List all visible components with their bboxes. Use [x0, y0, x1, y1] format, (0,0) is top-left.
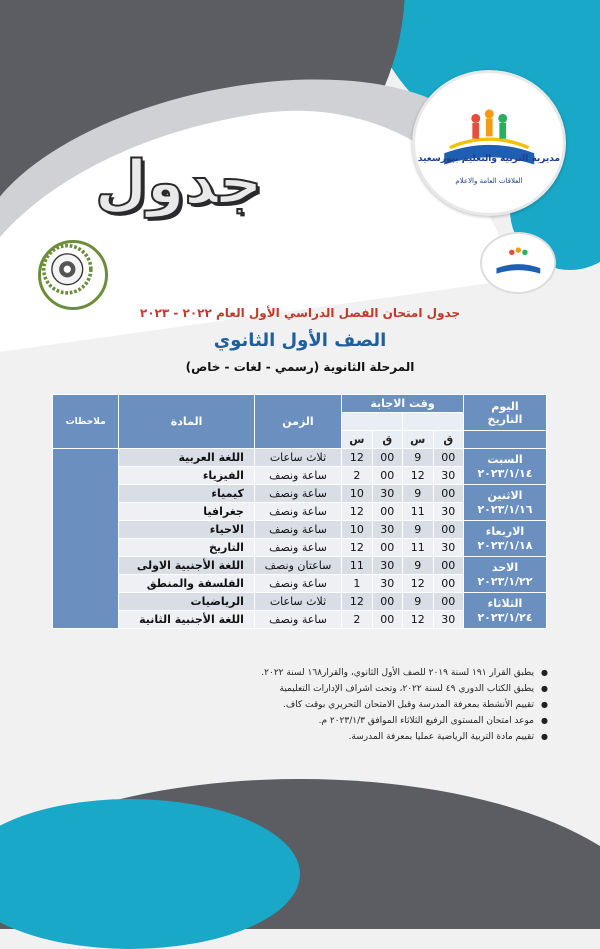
- header-from: [403, 413, 464, 431]
- subject-cell: جغرافيا: [119, 503, 255, 521]
- duration-cell: ساعة ونصف: [254, 503, 341, 521]
- from-hour: 9: [403, 557, 433, 575]
- book-people-icon: [491, 242, 546, 278]
- to-minute: 00: [372, 503, 402, 521]
- logo-text: مديرية التربية والتعليم ببورسعيد: [417, 154, 561, 165]
- from-hour: 9: [403, 593, 433, 611]
- directorate-logo: [412, 70, 566, 216]
- seal-emblem-icon: [41, 243, 99, 301]
- to-minute: 00: [372, 449, 402, 467]
- to-hour: 12: [342, 593, 372, 611]
- header-duration: الزمن: [254, 395, 341, 449]
- day-cell: السبت ٢٠٢٣/١/١٤: [463, 449, 546, 485]
- to-minute: 30: [372, 521, 402, 539]
- table-row: [53, 557, 547, 575]
- from-hour: 11: [403, 539, 433, 557]
- to-hour: 1: [342, 575, 372, 593]
- from-minute: 00: [433, 449, 463, 467]
- from-minute: 00: [433, 575, 463, 593]
- table-row: [53, 485, 547, 503]
- from-hour: 9: [403, 449, 433, 467]
- from-hour: 12: [403, 575, 433, 593]
- duration-cell: ثلاث ساعات: [254, 593, 341, 611]
- subject-cell: الفلسفة والمنطق: [119, 575, 255, 593]
- duration-cell: ساعة ونصف: [254, 575, 341, 593]
- header-to: [342, 413, 403, 431]
- stage-subtitle: المرحلة الثانوية (رسمي - لغات - خاص): [185, 360, 415, 374]
- from-minute: 30: [433, 467, 463, 485]
- list-item: ● تقييم الأنشطة بمعرفة المدرسة وقبل الامتحان التحريري بوقت كاف.: [58, 699, 548, 711]
- from-minute: 00: [433, 557, 463, 575]
- to-minute: 00: [372, 611, 402, 629]
- day-cell: الثلاثاء ٢٠٢٣/١/٢٤: [463, 593, 546, 629]
- day-cell: الاحد ٢٠٢٣/١/٢٢: [463, 557, 546, 593]
- header-spacer: [463, 431, 546, 449]
- subject-cell: اللغة الأجنبية الاولى: [119, 557, 255, 575]
- directorate-logo-small: [480, 232, 556, 294]
- header-answer-time: وقت الاجابة: [342, 395, 464, 413]
- to-hour: 11: [342, 557, 372, 575]
- from-hour: 11: [403, 503, 433, 521]
- list-item: ● موعد امتحان المستوى الرفيع الثلاثاء الموافق ٢٠٢٣/١/٣ م.: [58, 715, 548, 727]
- to-hour: 2: [342, 467, 372, 485]
- duration-cell: ساعة ونصف: [254, 467, 341, 485]
- to-hour: 12: [342, 503, 372, 521]
- from-minute: 30: [433, 539, 463, 557]
- logo-subtext: العلاقات العامة والاعلام: [455, 176, 523, 185]
- exam-schedule-table: [52, 394, 547, 629]
- to-hour: 10: [342, 485, 372, 503]
- header-minute: ق: [433, 431, 463, 449]
- table-row: [53, 449, 547, 467]
- list-item: ● يطبق الكتاب الدوري ٤٩ لسنة ٢٠٢٢، وتحت اشراف الإدارات التعليمية: [58, 683, 548, 695]
- subject-cell: كيمياء: [119, 485, 255, 503]
- header-hour: س: [403, 431, 433, 449]
- duration-cell: ساعتان ونصف: [254, 557, 341, 575]
- subject-cell: اللغة الأجنبية الثانية: [119, 611, 255, 629]
- header-hour: س: [342, 431, 372, 449]
- subject-cell: الرياضيات: [119, 593, 255, 611]
- table-row: [53, 521, 547, 539]
- grade-title: الصف الأول الثانوي: [213, 330, 387, 351]
- from-hour: 12: [403, 467, 433, 485]
- from-minute: 00: [433, 593, 463, 611]
- to-minute: 00: [372, 539, 402, 557]
- header-subject: المادة: [119, 395, 255, 449]
- list-item: ● تقييم مادة التربية الرياضية عمليا بمعرفة المدرسة.: [58, 731, 548, 743]
- notes-column: [53, 449, 119, 629]
- header-minute: ق: [372, 431, 402, 449]
- duration-cell: ساعة ونصف: [254, 611, 341, 629]
- duration-cell: ساعة ونصف: [254, 485, 341, 503]
- exam-schedule-title: جدول امتحان الفصل الدراسي الأول العام ٢٠٢٢ - ٢٠٢٣: [139, 306, 461, 320]
- table-row: [53, 593, 547, 611]
- to-hour: 2: [342, 611, 372, 629]
- list-item: ● يطبق القرار ١٩١ لسنة ٢٠١٩ للصف الأول الثانوي، والقرار١٦٨ لسنة ٢٠٢٢.: [58, 667, 548, 679]
- from-hour: 9: [403, 485, 433, 503]
- ministry-seal: [38, 240, 108, 310]
- from-minute: 00: [433, 485, 463, 503]
- subject-cell: الاحياء: [119, 521, 255, 539]
- subject-cell: التاريخ: [119, 539, 255, 557]
- subject-cell: اللغة العربية: [119, 449, 255, 467]
- from-minute: 00: [433, 521, 463, 539]
- from-hour: 12: [403, 611, 433, 629]
- day-cell: الاربعاء ٢٠٢٣/١/١٨: [463, 521, 546, 557]
- to-minute: 00: [372, 593, 402, 611]
- to-minute: 30: [372, 485, 402, 503]
- from-minute: 30: [433, 503, 463, 521]
- book-people-icon: [433, 93, 545, 180]
- to-hour: 12: [342, 539, 372, 557]
- to-minute: 30: [372, 575, 402, 593]
- header-day-date: اليوم التاريخ: [463, 395, 546, 431]
- day-cell: الاثنين ٢٠٢٣/١/١٦: [463, 485, 546, 521]
- page-title: جدول: [95, 148, 263, 218]
- duration-cell: ساعة ونصف: [254, 521, 341, 539]
- subject-cell: الفيزياء: [119, 467, 255, 485]
- from-minute: 30: [433, 611, 463, 629]
- notes-list: [58, 667, 548, 747]
- to-hour: 10: [342, 521, 372, 539]
- from-hour: 9: [403, 521, 433, 539]
- to-minute: 00: [372, 467, 402, 485]
- duration-cell: ثلاث ساعات: [254, 449, 341, 467]
- to-hour: 12: [342, 449, 372, 467]
- to-minute: 30: [372, 557, 402, 575]
- duration-cell: ساعة ونصف: [254, 539, 341, 557]
- header-notes: ملاحظات: [53, 395, 119, 449]
